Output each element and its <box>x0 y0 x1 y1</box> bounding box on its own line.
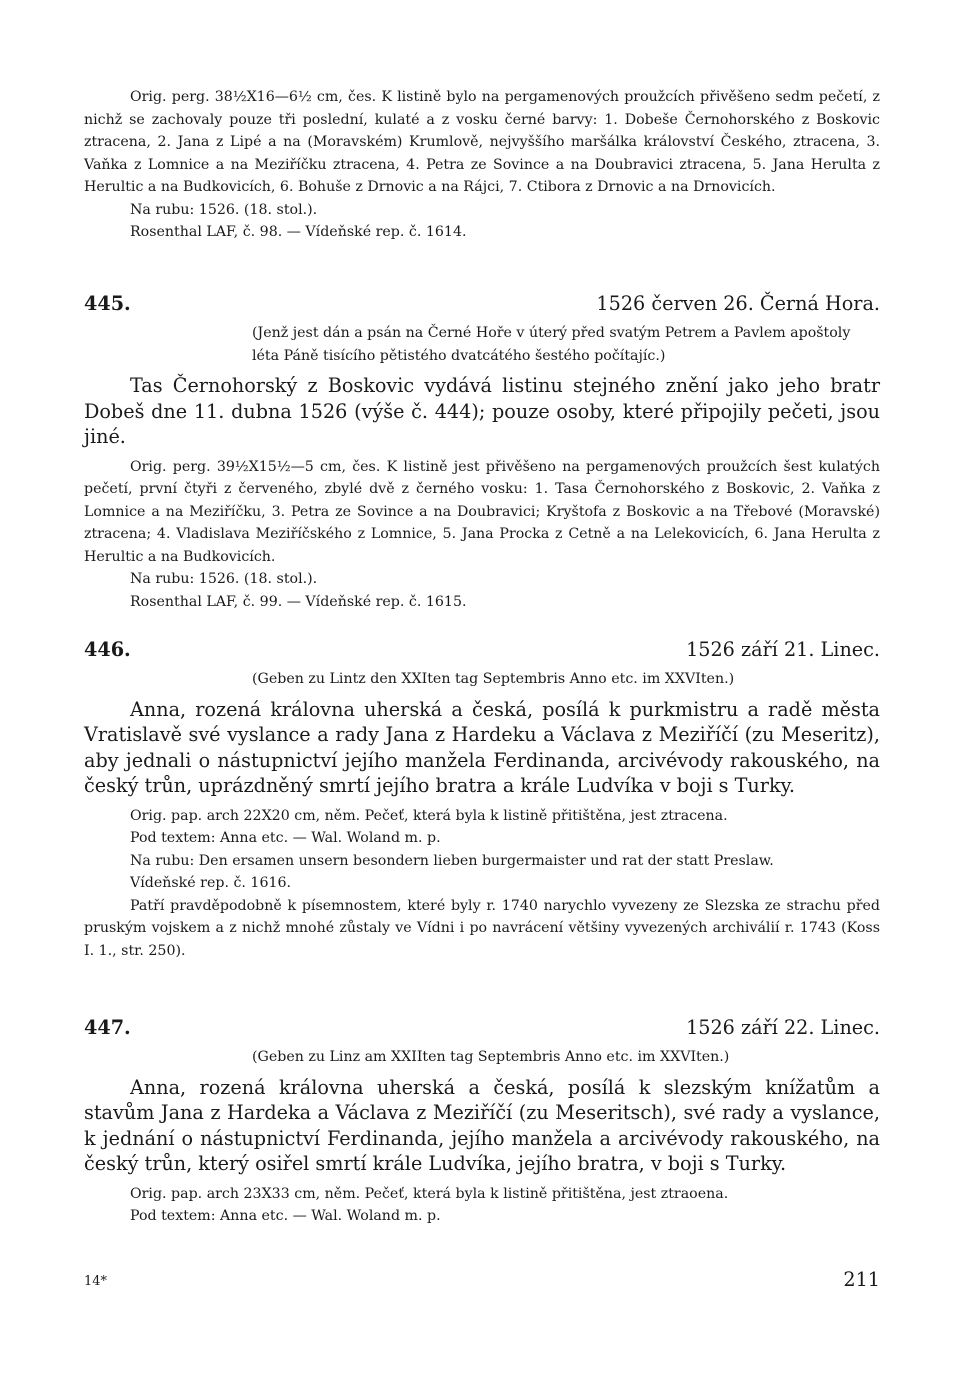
entry-447 <box>84 1016 880 1228</box>
page-number: 211 <box>843 1268 880 1291</box>
entry-444-tail <box>84 86 880 244</box>
entry-summary: Tas Černohorský z Boskovic vydává listinu stejného znění jako jeho bratr Dobeš dne 11. dubna 1526 (výše č. 444); pouze osoby, které připojily pečeti, jsou jiné. <box>84 374 880 448</box>
references-note: Rosenthal LAF, č. 98. — Vídeňské rep. č. 1614. <box>130 224 467 240</box>
entry-original-text: (Jenž jest dán a psán na Černé Hoře v úterý před svatým Petrem a Pavlem apoštoly léta Páně tisícího pětistého dvatcátého šestého počítajíc.) <box>252 325 851 364</box>
entry-number: 445. <box>84 292 131 315</box>
entry-note: Patří pravděpodobně k písemnostem, které byly r. 1740 narychlo vyvezeny ze Slezska ze strachu před pruským vojskem a z nichž mnohé zůstaly ve Vídni i po navrácení většiny vyvezených archiválií r. 1743 (Koss I. 1., str. 250). <box>84 897 880 959</box>
entry-header <box>84 292 880 322</box>
signature-mark: 14* <box>84 1274 108 1289</box>
entry-date: 1526 září 22. Linec. <box>686 1016 880 1039</box>
entry-date: 1526 září 21. Linec. <box>686 638 880 661</box>
entry-original-text: (Geben zu Lintz den XXIten tag Septembris Anno etc. im XXVIten.) <box>252 671 735 687</box>
entry-445 <box>84 292 880 613</box>
entry-note: Orig. pap. arch 22X20 cm, něm. Pečeť, která byla k listině přitištěna, jest ztracena. <box>130 807 728 824</box>
entry-note: Orig. perg. 39½X15½—5 cm, čes. K listině jest přivěšeno na pergamenových proužcích šest kulatých pečetí, první čtyři z červeného, zbylé dvě z černého vosku: 1. Tasa Černohorského z Boskovic, 2. Vaňka z Lomnice a na Meziříčku, 3. Petra ze Sovince a na Doubravici; Kryštofa z Boskovic a na Třebové (Moravské) ztracena; 4. Vladislava Meziříčského z Lomnice, 5. Jana Procka z Cetně a na Lelekovicích, 6. Jana Herulta z Herultic a na Budkovicích. <box>84 458 880 565</box>
entry-note: Orig. pap. arch 23X33 cm, něm. Pečeť, která byla k listině přitištěna, jest ztraoena. <box>130 1185 729 1202</box>
orig-note: Orig. perg. 38½X16—6½ cm, čes. K listině bylo na pergamenových proužcích přivěšeno sedm pečetí, z nichž se zachovaly pouze tři poslední, kulaté a z vosku černé barvy: 1. Dobeše Černohorského z Boskovic ztracena, 2. Jana z Lipé a na (Moravském) Krumlově, nejvyššího maršálka království Českého, ztracena, 3. Vaňka z Lomnice a na Meziříčku ztracena, 4. Petra ze Sovince a na Doubravici ztracena, 5. Jana Herulta z Herultic a na Budkovicích, 6. Bohuše z Drnovic a na Rájci, 7. Ctibora z Drnovic a na Drnovicích. <box>84 89 880 195</box>
entry-446 <box>84 638 880 962</box>
entry-number: 447. <box>84 1016 131 1039</box>
entry-header <box>84 638 880 668</box>
entry-summary: Anna, rozená královna uherská a česká, posílá k slezským knížatům a stavům Jana z Hardeka a Václava z Meziříčí (zu Meseritsch), své rady a vyslance, k jednání o nástupnictví Ferdinanda, jejího manžela a arcivévody rakouského, na český trůn, který osiřel smrtí krále Ludvíka, jejího bratra, v boji s Turky. <box>84 1075 880 1175</box>
entry-date: 1526 červen 26. Černá Hora. <box>596 292 880 315</box>
entry-note: Pod textem: Anna etc. — Wal. Woland m. p. <box>130 1208 441 1224</box>
page-footer <box>84 1268 880 1298</box>
entry-header <box>84 1016 880 1046</box>
entry-number: 446. <box>84 638 131 661</box>
rubu-note: Na rubu: 1526. (18. stol.). <box>130 201 318 218</box>
entry-note: Na rubu: 1526. (18. stol.). <box>130 571 318 587</box>
entry-note: Vídeňské rep. č. 1616. <box>130 875 292 891</box>
entry-note: Pod textem: Anna etc. — Wal. Woland m. p. <box>130 830 441 846</box>
entry-summary: Anna, rozená královna uherská a česká, posílá k purkmistru a radě města Vratislavě své vyslance a rady Jana z Hardeku a Václava z Meziříčí (zu Meseritz), aby jednali o nástupnictví jejího manžela Ferdinanda, arcivévody rakouského, na český trůn, uprázdněný smrtí jejího bratra a krále Ludvíka v boji s Turky. <box>84 697 880 797</box>
entry-note: Rosenthal LAF, č. 99. — Vídeňské rep. č. 1615. <box>130 593 467 610</box>
entry-original-text: (Geben zu Linz am XXIIten tag Septembris Anno etc. im XXVIten.) <box>252 1049 730 1065</box>
entry-note: Na rubu: Den ersamen unsern besondern lieben burgermaister und rat der statt Preslaw. <box>130 852 774 869</box>
